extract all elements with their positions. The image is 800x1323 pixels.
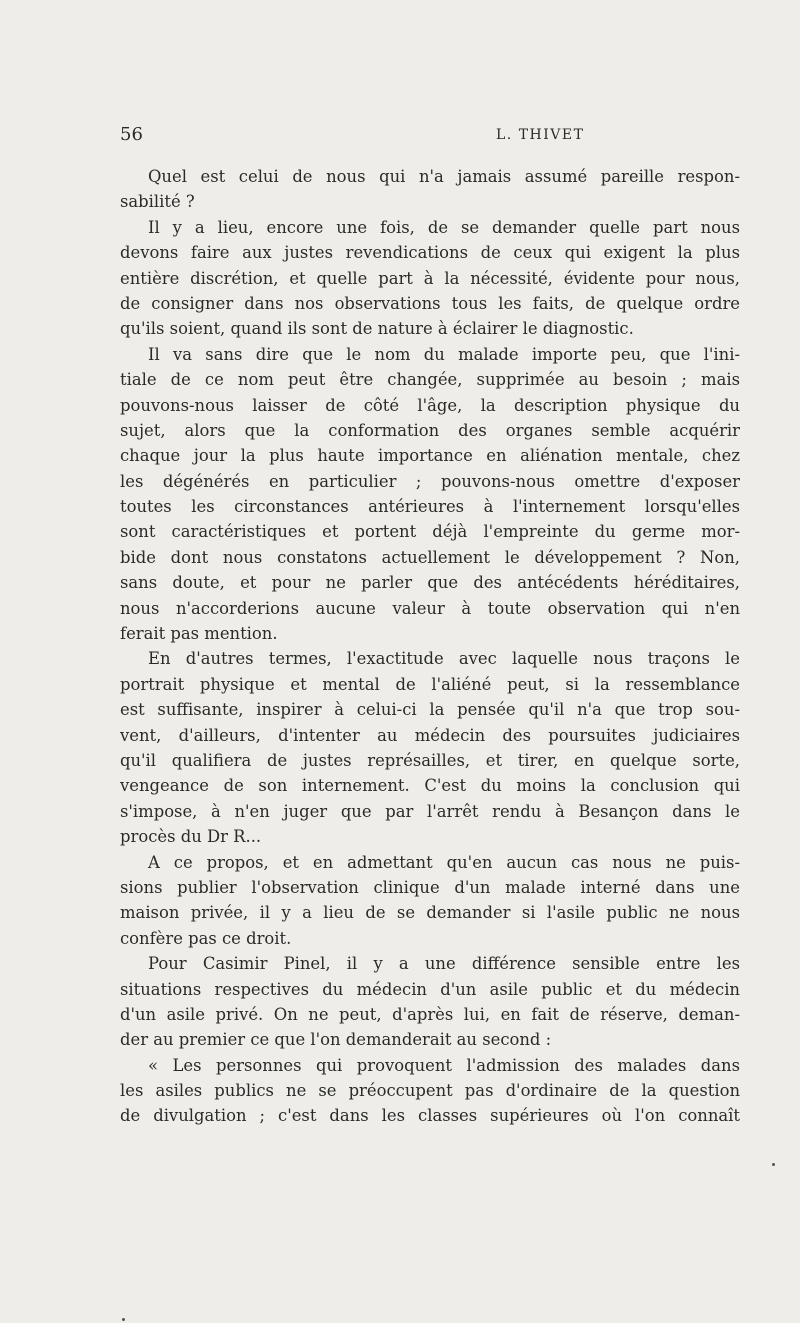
text-line: der au premier ce que l'on demanderait au second : — [120, 1030, 552, 1050]
text-line: Il va sans dire que le nom du malade importe peu, que l'ini- — [148, 344, 740, 364]
text-line: devons faire aux justes revendications de ceux qui exigent la plus — [120, 243, 740, 263]
text-line: les asiles publics ne se préoccupent pas d'ordinaire de la question — [120, 1081, 740, 1101]
text-line: nous n'accorderions aucune valeur à toute observation qui n'en — [120, 598, 740, 618]
text-line: situations respectives du médecin d'un asile public et du médecin — [120, 979, 740, 999]
text-line: confère pas ce droit. — [120, 928, 292, 948]
text-line: maison privée, il y a lieu de se demander si l'asile public ne nous — [120, 903, 740, 923]
text-line: sions publier l'observation clinique d'un malade interné dans une — [120, 877, 740, 897]
text-line: chaque jour la plus haute importance en aliénation mentale, chez — [120, 446, 740, 466]
text-line: d'un asile privé. On ne peut, d'après lui, en fait de réserve, deman- — [120, 1004, 740, 1024]
text-line: sujet, alors que la conformation des organes semble acquérir — [120, 420, 740, 440]
text-line: sont caractéristiques et portent déjà l'empreinte du germe mor- — [120, 522, 740, 542]
text-line: est suffisante, inspirer à celui-ci la pensée qu'il n'a que trop sou- — [120, 700, 740, 720]
text-line: de consigner dans nos observations tous les faits, de quelque ordre — [120, 293, 740, 313]
text-line: En d'autres termes, l'exactitude avec laquelle nous traçons le — [148, 649, 740, 669]
text-line: ferait pas mention. — [120, 624, 278, 644]
text-line: tiale de ce nom peut être changée, supprimée au besoin ; mais — [120, 370, 740, 390]
text-line: de divulgation ; c'est dans les classes supérieures où l'on connaît — [120, 1106, 740, 1126]
page-speck — [122, 1318, 125, 1321]
text-line: qu'il qualifiera de justes représailles, et tirer, en quelque sorte, — [120, 750, 740, 770]
running-head: L. THIVET — [496, 127, 585, 143]
text-line: toutes les circonstances antérieures à l'internement lorsqu'elles — [120, 497, 740, 517]
text-line: entière discrétion, et quelle part à la nécessité, évidente pour nous, — [120, 268, 740, 288]
text-line: pouvons-nous laisser de côté l'âge, la description physique du — [120, 395, 740, 415]
body-text — [120, 164, 740, 1129]
page-speck — [772, 1163, 775, 1166]
text-line: Pour Casimir Pinel, il y a une différence sensible entre les — [148, 954, 740, 974]
text-line: procès du Dr R... — [120, 827, 262, 847]
text-line: les dégénérés en particulier ; pouvons-nous omettre d'exposer — [120, 471, 740, 491]
text-line: A ce propos, et en admettant qu'en aucun cas nous ne puis- — [148, 852, 740, 872]
text-line: portrait physique et mental de l'aliéné peut, si la ressemblance — [120, 674, 740, 694]
text-line: Il y a lieu, encore une fois, de se demander quelle part nous — [148, 217, 740, 237]
text-line: s'impose, à n'en juger que par l'arrêt rendu à Besançon dans le — [120, 801, 740, 821]
text-line: « Les personnes qui provoquent l'admission des malades dans — [148, 1055, 740, 1075]
text-line: bide dont nous constatons actuellement le développement ? Non, — [120, 547, 740, 567]
text-line: sabilité ? — [120, 192, 195, 212]
text-line: Quel est celui de nous qui n'a jamais assumé pareille respon- — [148, 167, 740, 186]
text-line: vent, d'ailleurs, d'intenter au médecin des poursuites judiciaires — [120, 725, 740, 745]
page-header — [120, 124, 740, 148]
text-line: vengeance de son internement. C'est du moins la conclusion qui — [120, 776, 740, 796]
text-line: qu'ils soient, quand ils sont de nature à éclairer le diagnostic. — [120, 319, 634, 339]
text-line: sans doute, et pour ne parler que des antécédents héréditaires, — [120, 573, 740, 593]
page-number: 56 — [120, 124, 143, 145]
